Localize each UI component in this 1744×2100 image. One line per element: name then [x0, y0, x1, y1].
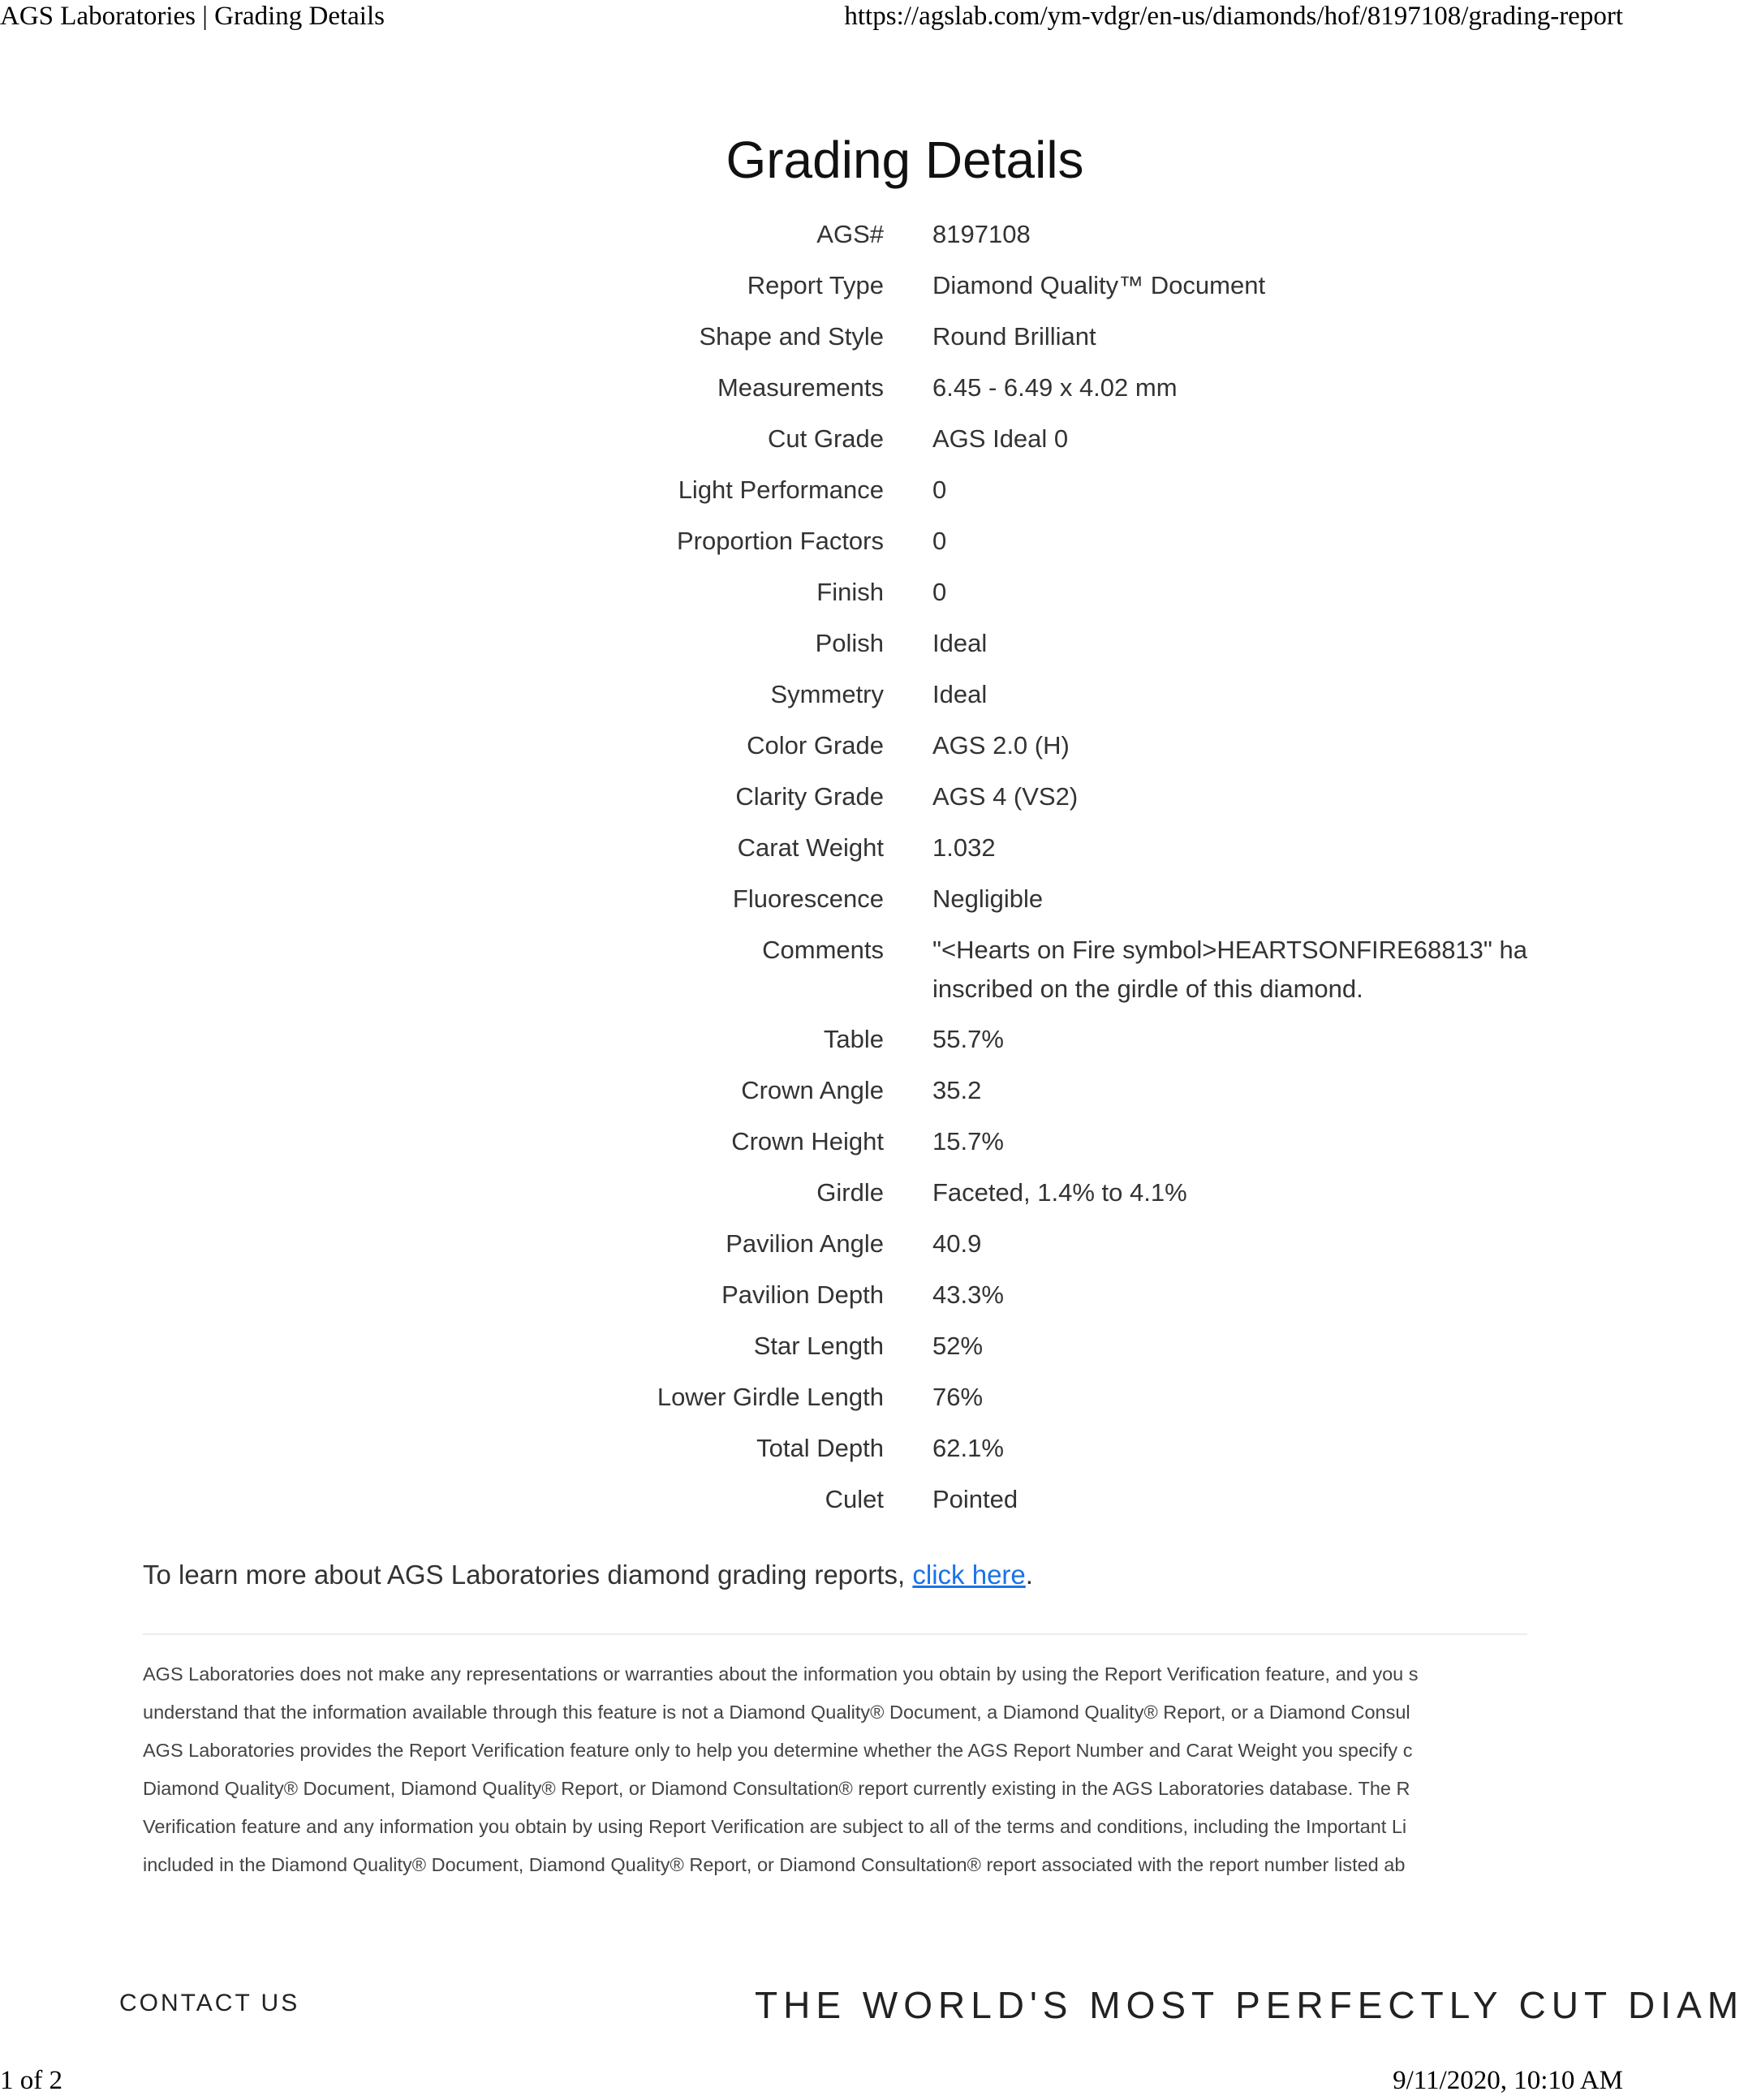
detail-row-carat-weight	[0, 828, 1623, 880]
detail-value: AGS Ideal 0	[932, 424, 1069, 453]
detail-value: Faceted, 1.4% to 4.1%	[932, 1178, 1187, 1207]
detail-value: 1.032	[932, 833, 996, 862]
comment-line: inscribed on the girdle of this diamond.	[932, 975, 1363, 1003]
site-footer	[0, 1980, 1744, 2026]
disclaimer-line: understand that the information available through this feature is not a Diamond Quality® Document, a Diamond Quality® Report, or a Diamond Consul	[143, 1702, 1410, 1723]
detail-label: Light Performance	[678, 476, 884, 504]
detail-value: 6.45 - 6.49 x 4.02 mm	[932, 373, 1178, 402]
detail-label: Measurements	[717, 373, 884, 402]
print-footer	[0, 2066, 1623, 2098]
print-page-number: 1 of 2	[0, 2066, 62, 2095]
detail-label: Table	[823, 1025, 884, 1053]
detail-row-polish	[0, 624, 1623, 675]
click-here-link[interactable]: click here	[912, 1560, 1026, 1590]
detail-value: 43.3%	[932, 1280, 1004, 1309]
detail-label: Star Length	[753, 1332, 884, 1360]
print-datetime: 9/11/2020, 10:10 AM	[1393, 2066, 1623, 2095]
detail-value: 15.7%	[932, 1127, 1004, 1155]
detail-label: Culet	[825, 1485, 884, 1513]
detail-value: 0	[932, 476, 947, 504]
print-page-url: https://agslab.com/ym-vdgr/en-us/diamonds/hof/8197108/grading-report	[844, 2, 1623, 31]
detail-label: Report Type	[747, 271, 884, 299]
detail-value: 40.9	[932, 1229, 982, 1258]
detail-label: Total Depth	[756, 1434, 884, 1462]
detail-value	[932, 931, 1528, 1009]
detail-value: Negligible	[932, 884, 1044, 913]
learn-more-suffix: .	[1025, 1560, 1033, 1590]
detail-value: Round Brilliant	[932, 322, 1096, 351]
detail-label: Symmetry	[770, 680, 884, 708]
detail-row-shape-and-style	[0, 317, 1623, 368]
disclaimer-line: Verification feature and any information you obtain by using Report Verification are subject to all of the terms and conditions, including the Important Li	[143, 1816, 1407, 1837]
detail-row-measurements	[0, 368, 1623, 420]
detail-row-total-depth	[0, 1429, 1623, 1480]
detail-label: Proportion Factors	[677, 527, 884, 555]
comment-line: "<Hearts on Fire symbol>HEARTSONFIRE68813" ha	[932, 936, 1528, 964]
detail-row-crown-height	[0, 1122, 1623, 1173]
detail-value: 62.1%	[932, 1434, 1004, 1462]
print-header	[0, 2, 1623, 34]
detail-row-girdle	[0, 1173, 1623, 1224]
detail-label: Color Grade	[747, 731, 884, 760]
detail-value: AGS 2.0 (H)	[932, 731, 1070, 760]
detail-row-cut-grade	[0, 420, 1623, 471]
detail-label: Fluorescence	[732, 884, 884, 913]
page-title: Grading Details	[726, 131, 1084, 189]
detail-label: Carat Weight	[737, 833, 884, 862]
detail-value: Diamond Quality™ Document	[932, 271, 1266, 299]
detail-value: 8197108	[932, 220, 1031, 248]
grading-details-list	[0, 215, 1623, 1531]
detail-value: 76%	[932, 1383, 984, 1411]
detail-label: Polish	[815, 629, 884, 657]
disclaimer-line: AGS Laboratories provides the Report Verification feature only to help you determine whether the AGS Report Number and Carat Weight you specify c	[143, 1740, 1413, 1761]
detail-value: 52%	[932, 1332, 984, 1360]
detail-row-table	[0, 1020, 1623, 1071]
detail-row-lower-girdle-length	[0, 1378, 1623, 1429]
detail-value: AGS 4 (VS2)	[932, 782, 1079, 811]
detail-label: Pavilion Angle	[726, 1229, 884, 1258]
print-page-title: AGS Laboratories | Grading Details	[0, 2, 385, 31]
detail-label: Cut Grade	[767, 424, 884, 453]
disclaimer-line: Diamond Quality® Document, Diamond Quality® Report, or Diamond Consultation® report currently existing in the AGS Laboratories database. The R	[143, 1778, 1410, 1799]
detail-label: Crown Angle	[741, 1076, 884, 1104]
detail-row-comments	[0, 931, 1623, 1020]
detail-row-pavilion-depth	[0, 1276, 1623, 1327]
detail-row-fluorescence	[0, 880, 1623, 931]
detail-row-pavilion-angle	[0, 1224, 1623, 1276]
detail-label: Lower Girdle Length	[657, 1383, 884, 1411]
learn-more-prefix: To learn more about AGS Laboratories diamond grading reports,	[143, 1560, 913, 1590]
learn-more-text	[143, 1560, 1033, 1590]
detail-label: Shape and Style	[699, 322, 884, 351]
detail-value: 0	[932, 527, 947, 555]
detail-label: Crown Height	[731, 1127, 884, 1155]
detail-value: 35.2	[932, 1076, 982, 1104]
contact-us-link[interactable]: CONTACT US	[119, 1990, 300, 2016]
detail-row-culet	[0, 1480, 1623, 1531]
disclaimer-line: included in the Diamond Quality® Document, Diamond Quality® Report, or Diamond Consultation® report associated with the report number listed ab	[143, 1854, 1406, 1875]
detail-row-color-grade	[0, 726, 1623, 777]
detail-label: Clarity Grade	[735, 782, 884, 811]
detail-label: Finish	[816, 578, 884, 606]
detail-label: Girdle	[816, 1178, 884, 1207]
disclaimer-line: AGS Laboratories does not make any representations or warranties about the information you obtain by using the Report Verification feature, and you s	[143, 1663, 1419, 1685]
disclaimer	[143, 1655, 1527, 1884]
detail-row-ags-number	[0, 215, 1623, 266]
detail-row-crown-angle	[0, 1071, 1623, 1122]
detail-label: Pavilion Depth	[721, 1280, 884, 1309]
detail-value: Ideal	[932, 680, 988, 708]
detail-label: AGS#	[816, 220, 884, 248]
detail-value: 55.7%	[932, 1025, 1004, 1053]
detail-row-clarity-grade	[0, 777, 1623, 828]
detail-row-proportion-factors	[0, 522, 1623, 573]
detail-value: Pointed	[932, 1485, 1018, 1513]
detail-value: Ideal	[932, 629, 988, 657]
detail-row-symmetry	[0, 675, 1623, 726]
detail-label: Comments	[762, 936, 884, 964]
footer-tagline: THE WORLD'S MOST PERFECTLY CUT DIAM	[755, 1984, 1744, 2026]
detail-row-light-performance	[0, 471, 1623, 522]
section-divider	[143, 1633, 1527, 1635]
detail-row-star-length	[0, 1327, 1623, 1378]
detail-value: 0	[932, 578, 947, 606]
detail-row-finish	[0, 573, 1623, 624]
detail-row-report-type	[0, 266, 1623, 317]
